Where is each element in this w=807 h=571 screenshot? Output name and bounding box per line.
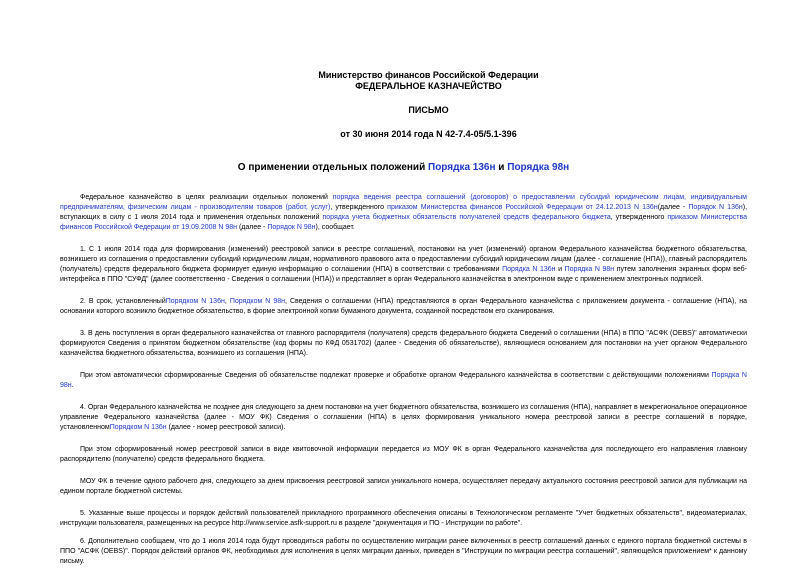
paragraph-4-note [60, 445, 747, 465]
document-date-number: от 30 июня 2014 года N 42-7.4-05/5.1-396 [340, 129, 517, 139]
link-registry-order[interactable]: порядка ведения реестра соглашений (договоров) о предоставлении субсидий юридическим лицам, индивидуальным предпринимателям, физическим лицам - производителям товаров (работ, услуг) [60, 194, 747, 211]
intro-text: , утвержденного [610, 214, 668, 221]
paragraph-text: , Сведения о соглашении (НПА) представляются в орган Федерального казначейства с приложением документа - соглашение (НПА), на основании которого возникло бюджетное обязательство, в форме электронной копии бумажного документа, созданной посредством его сканирования. [60, 298, 748, 315]
link-poryadok-98n[interactable]: Порядок N 98н [267, 224, 316, 231]
link-order-136n[interactable]: Порядка 136н [428, 162, 496, 173]
link-accounting-order[interactable]: порядка учета бюджетных обязательств получателей средств федерального бюджета [322, 214, 611, 221]
link-poryadok-136n[interactable]: Порядок N 136н [688, 204, 743, 211]
paragraph-6 [60, 537, 747, 567]
paragraph-text: 4. Орган Федерального казначейства не позднее дня следующего за днем постановки на учет бюджетного обязательства, возникшего из соглашения (НПА), направляет в межрегиональное операционное управление Федерального казначейства (далее - МОУ ФК) Сведения о соглашении (НПА) в целях формирования уникального номера реестровой записи в реестре соглашений в порядке, установленном [60, 404, 747, 431]
intro-text: , утвержденного [330, 204, 388, 211]
paragraph-3 [60, 329, 747, 359]
paragraph-text: 6. Дополнительно сообщаем, что до 1 июля 2014 года будут проводиться работы по осуществлению миграции ранее включенных в реестр соглашений данных с единого портала бюджетной системы в ППО "АСФК (OEBS)". Порядок действий органов ФК, необходимых для исполнения в целях миграции данных, приведен в "Инструкции по миграции реестра соглашений", являющейся приложением* к данному письму. [60, 538, 747, 565]
subject-and: и [495, 162, 508, 173]
link-poryadok-98n[interactable]: Порядка N 98н [564, 266, 615, 273]
link-order-minfin-136n[interactable]: приказом Министерства финансов Российской Федерации от 24.12.2013 N 136н [387, 204, 658, 211]
link-order-minfin-98n[interactable]: приказом Министерства финансов Российской Федерации от 19.09.2008 N 98н [60, 214, 747, 231]
ministry-name: Министерство финансов Российской Федерации [318, 70, 539, 80]
paragraph-text: При этом сформированный номер реестровой записи в виде квитовочной информации передается из МОУ ФК в орган Федерального казначейства для последующего его направления главному распорядителю (получателю) средств федерального бюджета. [60, 446, 747, 463]
document-subject [60, 162, 747, 173]
paragraph-text: 2. В срок, установленный [80, 298, 166, 305]
paragraph-text: 3. В день поступления в орган федерального казначейства от главного распорядителя (получателя) средств федерального бюджета Сведений о соглашении (НПА) в ППО "АСФК (OEBS)" автоматически формируются Сведения о принятом бюджетном обязательстве (код формы по КФД 0531702) (далее - Сведения об обязательстве), являющиеся основанием для постановки на учет органом Федерального казначейства бюджетного обязательства, возникшего из соглашения (НПА). [60, 330, 747, 357]
paragraph-4-mou [60, 477, 747, 497]
paragraph-text: (далее - номер реестровой записи). [166, 424, 286, 431]
paragraph-text: путем заполнения экранных форм веб-интерфейса в ППО "СУФД" (далее соответственно - Сведения о соглашении (НПА)) и представляет в орган Федерального казначейства в электронном виде с применением электронных подписей. [60, 266, 747, 283]
link-poryadok-136n[interactable]: Порядком N 136н [109, 424, 167, 431]
letter-header [110, 70, 747, 140]
paragraph-3-note [60, 371, 747, 391]
paragraph-2 [60, 297, 747, 317]
paragraph-text: МОУ ФК в течение одного рабочего дня, следующего за днем присвоения реестровой записи уникального номера, осуществляет передачу актуального состояния реестровой записи для публикации на едином портале бюджетной системы. [60, 478, 747, 495]
paragraph-1 [60, 245, 747, 285]
subject-text: О применении отдельных положений [237, 162, 428, 173]
document-type: ПИСЬМО [408, 105, 449, 115]
paragraph-text: При этом автоматически сформированные Сведения об обязательстве подлежат проверке и обработке органом Федерального казначейства в соответствии с действующими положениями [80, 372, 712, 379]
intro-text: (далее - [237, 224, 268, 231]
link-order-98n[interactable]: Порядка 98н [507, 162, 570, 173]
intro-paragraph [60, 193, 747, 233]
paragraph-text: 1. С 1 июля 2014 года для формирования (изменений) реестровой записи в реестре соглашений, постановки на учет (изменений) органом Федерального казначейства бюджетного обязательства, возникшего из соглашения о предоставлении субсидий юридическим лицам, нормативного правового акта о предоставлении субсидий юридическим лицам (далее - соглашение (НПА)), главный распорядитель (получатель) средств федерального бюджета формирует единую информацию о соглашении (НПА) в соответствии с требованиями [60, 246, 747, 273]
intro-text: ), сообщает. [315, 224, 355, 231]
paragraph-text: , [224, 298, 230, 305]
paragraph-4 [60, 403, 747, 433]
intro-text: ), вступающих в силу с 1 июля 2014 года и применения отдельных положений [60, 204, 748, 221]
letter-body [60, 193, 747, 567]
link-poryadok-136n[interactable]: Порядком N 136н [165, 298, 225, 305]
paragraph-text: и [555, 266, 565, 273]
intro-text: (далее - [657, 204, 689, 211]
paragraph-5 [60, 509, 747, 529]
link-poryadok-98n[interactable]: Порядком N 98н [229, 298, 286, 305]
paragraph-text: . [71, 382, 74, 389]
link-poryadok-136n[interactable]: Порядка N 136н [502, 266, 556, 273]
paragraph-text: 5. Указанные выше процессы и порядок действий пользователей прикладного программного обеспечения описаны в Технологическом регламенте "Учет бюджетных обязательств", видеоматериалах, инструкции пользователя, размещенных на ресурсе http://www.service.asfk-support.ru в разделе "документация и ПО - Инструкции по работе". [60, 510, 747, 527]
link-poryadok-98n[interactable]: Порядка N 98н [60, 372, 747, 389]
intro-text: Федеральное казначейство в целях реализации отдельных положений [80, 194, 333, 201]
agency-name: ФЕДЕРАЛЬНОЕ КАЗНАЧЕЙСТВО [355, 81, 502, 91]
